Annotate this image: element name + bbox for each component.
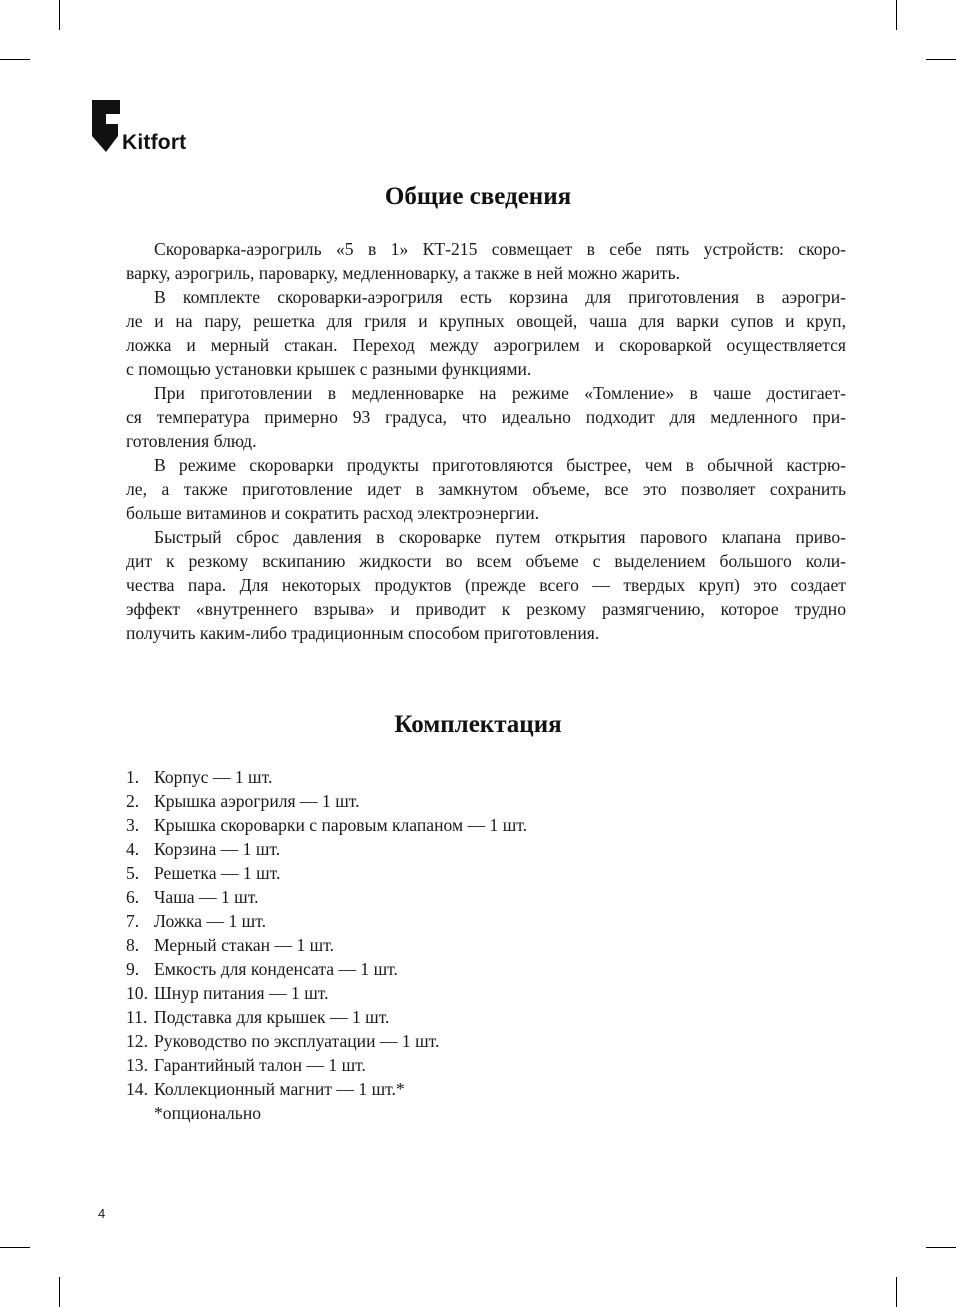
- list-item-number: 9.: [126, 959, 140, 979]
- list-item-text: Гарантийный талон — 1 шт.: [154, 1055, 366, 1075]
- text-line: получить каким-либо традиционным способом приготовления.: [126, 623, 600, 643]
- section-title-contents: Комплектация: [394, 711, 562, 738]
- list-item-text: Ложка — 1 шт.: [154, 911, 266, 931]
- list-item-number: 3.: [126, 815, 140, 835]
- brand-logo: [92, 100, 212, 156]
- text-line: ложка и мерный стакан. Переход между аэрогрилем и скороваркой осуществляется: [126, 335, 846, 355]
- list-item-text: Крышка скороварки с паровым клапаном — 1 шт.: [154, 815, 528, 835]
- text-line: Скороварка-аэрогриль «5 в 1» КТ-215 совмещает в себе пять устройств: скоро-: [154, 239, 846, 259]
- list-item: [126, 837, 826, 861]
- text-line: В режиме скороварки продукты приготовляются быстрее, чем в обычной кастрю-: [154, 455, 846, 475]
- list-item-number: 4.: [126, 839, 140, 859]
- section-title-general: Общие сведения: [384, 183, 572, 210]
- text-line: ле и на пару, решетка для гриля и крупных овощей, чаша для варки супов и круп,: [126, 311, 846, 331]
- crop-mark-bottom-right: [896, 1277, 897, 1307]
- list-item-text: Корпус — 1 шт.: [154, 767, 273, 787]
- list-item: [126, 861, 826, 885]
- list-item: [126, 1005, 826, 1029]
- brand-name: Kitfort: [122, 131, 187, 154]
- list-item-text: Подставка для крышек — 1 шт.: [154, 1007, 390, 1027]
- list-item: [126, 933, 826, 957]
- list-item-number: 1.: [126, 767, 140, 787]
- list-item-number: 2.: [126, 791, 140, 811]
- list-item: [126, 885, 826, 909]
- list-item-number: 5.: [126, 863, 140, 883]
- text-line: эффект «внутреннего взрыва» и приводит к резкому размягчению, которое трудно: [126, 599, 846, 619]
- list-item-number: 13.: [126, 1055, 148, 1075]
- list-item-number: 7.: [126, 911, 140, 931]
- list-item: [126, 1029, 826, 1053]
- list-item-text: Шнур питания — 1 шт.: [154, 983, 329, 1003]
- list-item-number: 10.: [126, 983, 148, 1003]
- text-line: ся температура примерно 93 градуса, что идеально подходит для медленного при-: [126, 407, 846, 427]
- kitfort-logo-icon: [92, 100, 120, 152]
- text-line: В комплекте скороварки-аэрогриля есть корзина для приготовления в аэрогри-: [154, 287, 846, 307]
- text-line: При приготовлении в медленноварке на режиме «Томление» в чаше достигает-: [154, 383, 846, 403]
- list-item: [126, 1053, 826, 1077]
- text-line: дит к резкому вскипанию жидкости во всем объеме с выделением большого коли-: [126, 551, 846, 571]
- list-item: [126, 909, 826, 933]
- list-item-number: 14.: [126, 1079, 148, 1099]
- text-line: с помощью установки крышек с разными функциями.: [126, 359, 532, 379]
- list-item-text: Чаша — 1 шт.: [154, 887, 259, 907]
- list-item-text: Мерный стакан — 1 шт.: [154, 935, 334, 955]
- footnote: *опционально: [154, 1103, 262, 1123]
- text-line: готовления блюд.: [126, 431, 257, 451]
- list-item: [126, 813, 826, 837]
- list-item-text: Руководство по эксплуатации — 1 шт.: [154, 1031, 440, 1051]
- crop-mark-top-left: [59, 0, 60, 30]
- page-number: 4: [98, 1206, 106, 1221]
- text-line: варку, аэрогриль, пароварку, медленноварку, а также в ней можно жарить.: [126, 263, 681, 283]
- list-item-text: Коллекционный магнит — 1 шт.*: [154, 1079, 405, 1099]
- list-item: [126, 957, 826, 981]
- crop-mark-bottom-right-h: [926, 1247, 956, 1248]
- list-item-number: 12.: [126, 1031, 148, 1051]
- list-item-number: 6.: [126, 887, 140, 907]
- list-item: [126, 765, 826, 789]
- list-item-text: Решетка — 1 шт.: [154, 863, 281, 883]
- crop-mark-top-right-h: [926, 59, 956, 60]
- list-item: [126, 981, 826, 1005]
- list-item-text: Корзина — 1 шт.: [154, 839, 281, 859]
- general-text: [126, 237, 846, 645]
- text-line: чества пара. Для некоторых продуктов (прежде всего — твердых круп) это создает: [126, 575, 846, 595]
- list-item-number: 8.: [126, 935, 140, 955]
- text-line: Быстрый сброс давления в скороварке путем открытия парового клапана приво-: [154, 527, 846, 547]
- list-item-text: Крышка аэрогриля — 1 шт.: [154, 791, 360, 811]
- crop-mark-top-right: [896, 0, 897, 30]
- list-item-number: 11.: [126, 1007, 148, 1027]
- crop-mark-bottom-left-h: [0, 1247, 30, 1248]
- text-line: ле, а также приготовление идет в замкнутом объеме, все это позволяет сохранить: [126, 479, 846, 499]
- crop-mark-top-left-h: [0, 59, 30, 60]
- list-item-text: Емкость для конденсата — 1 шт.: [154, 959, 398, 979]
- list-item: [126, 789, 826, 813]
- list-item: [126, 1077, 826, 1101]
- crop-mark-bottom-left: [59, 1277, 60, 1307]
- contents-list: [126, 765, 826, 1101]
- text-line: больше витаминов и сократить расход электроэнергии.: [126, 503, 540, 523]
